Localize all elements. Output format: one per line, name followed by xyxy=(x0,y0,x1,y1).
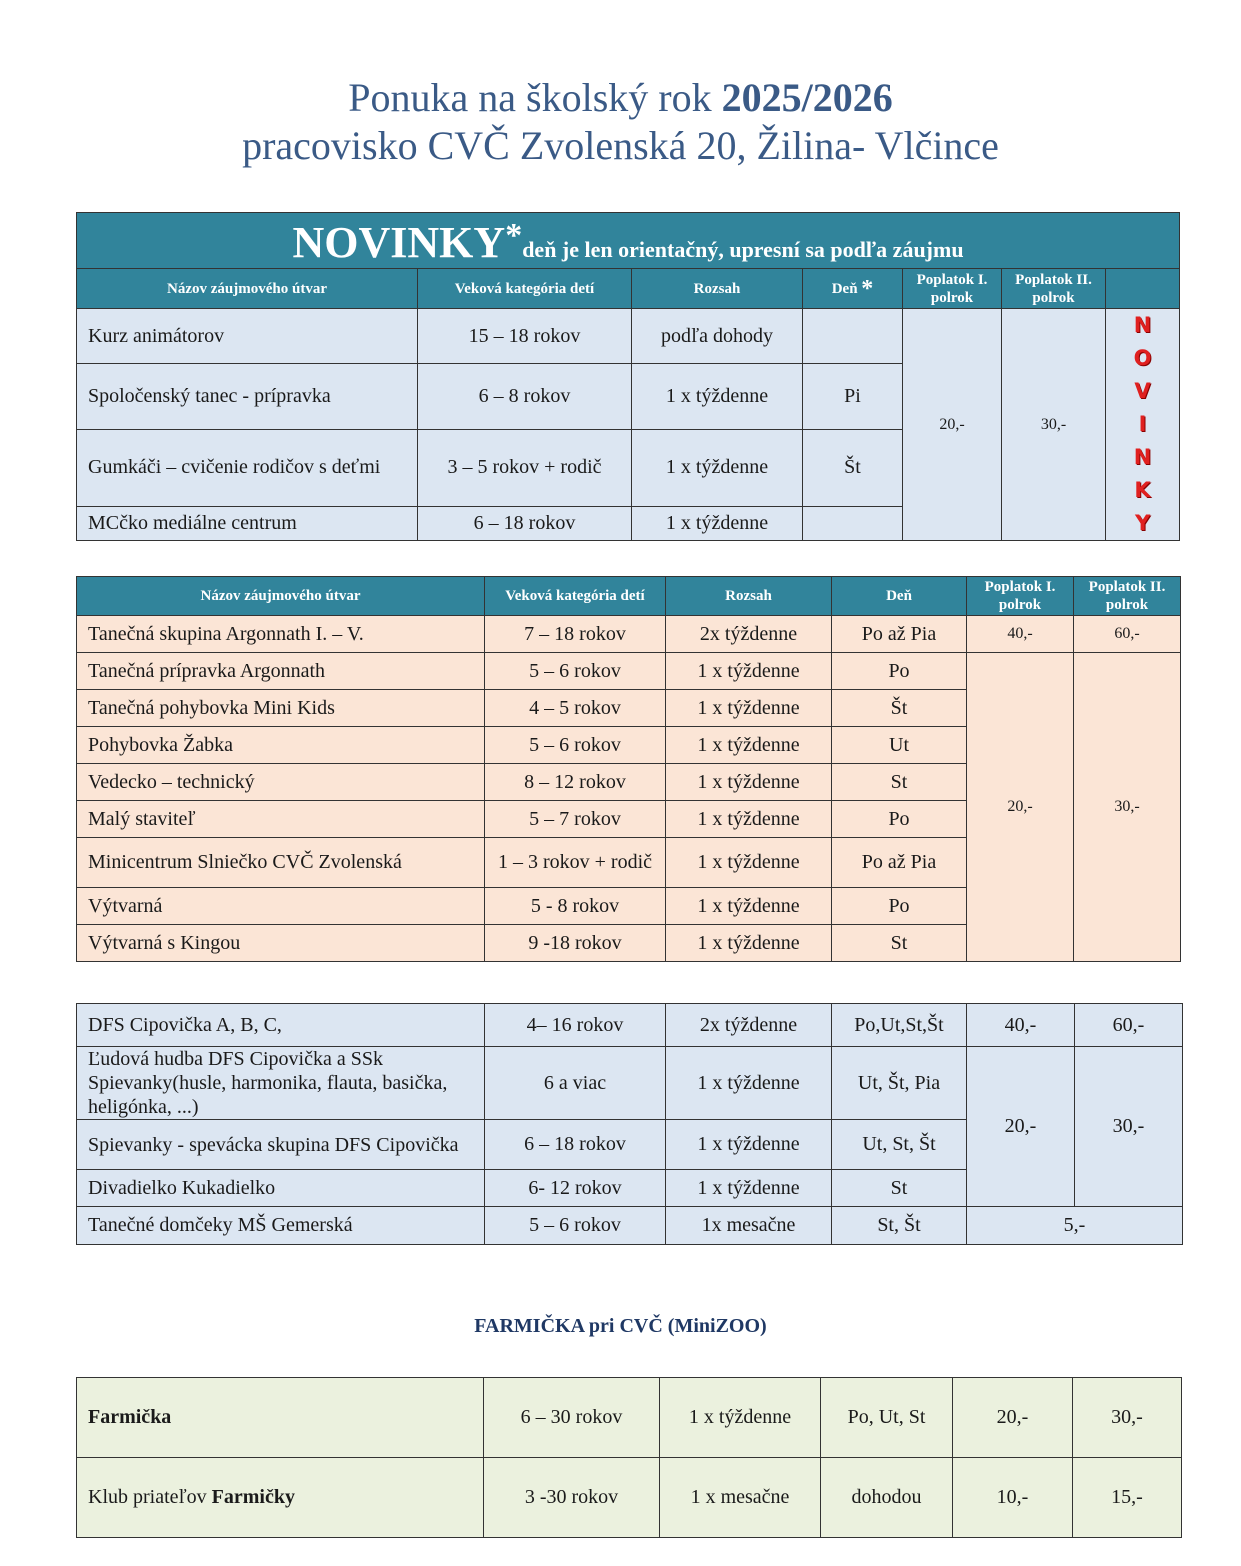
table-row: Farmička 6 – 30 rokov 1 x týždenne Po, Ut, St 20,- 30,- xyxy=(77,1378,1182,1458)
folklore-table xyxy=(76,1003,1183,1245)
table-row: Tanečná skupina Argonnath I. – V. 7 – 18 rokov 2x týždenne Po až Pia 40,- 60,- xyxy=(77,616,1181,653)
table-row: DFS Cipovička A, B, C, 4– 16 rokov 2x týždenne Po,Ut,St,Št 40,- 60,- xyxy=(77,1004,1183,1047)
table-row: Tanečné domčeky MŠ Gemerská 5 – 6 rokov 1x mesačne St, Št 5,- xyxy=(77,1207,1183,1245)
table-row: Tanečná pohybovka Mini Kids 4 – 5 rokov 1 x týždenne Št xyxy=(77,690,1181,727)
table-row: Kurz animátorov 15 – 18 rokov podľa dohody 20,- 30,- N O V I N K Y xyxy=(77,309,1180,364)
novinky-banner: NOVINKY*deň je len orientačný, upresní sa podľa záujmu xyxy=(77,213,1180,269)
table-row: Minicentrum Slniečko CVČ Zvolenská 1 – 3 rokov + rodič 1 x týždenne Po až Pia xyxy=(77,838,1181,888)
farm-table xyxy=(76,1377,1182,1538)
fee2-cell: 30,- xyxy=(1002,309,1106,541)
page-title-line2: pracovisko CVČ Zvolenská 20, Žilina- Vlčince xyxy=(242,123,999,168)
novinky-vertical-label: N O V I N K Y xyxy=(1106,309,1180,541)
table-row: Tanečná prípravka Argonnath 5 – 6 rokov 1 x týždenne Po 20,- 30,- xyxy=(77,653,1181,690)
table-row: Ľudová hudba DFS Cipovička a SSk Spievanky(husle, harmonika, flauta, basička, heligónka, ...) 6 a viac 1 x týždenne Ut, Št, Pia 20,- 30,- xyxy=(77,1047,1183,1120)
novinky-table xyxy=(76,212,1180,541)
col-header-fee2: Poplatok II. polrok xyxy=(1002,269,1106,309)
col-header-fee1: Poplatok I. polrok xyxy=(903,269,1002,309)
col-header-fee1: Poplatok I. polrok xyxy=(967,577,1074,616)
table-row: MCčko mediálne centrum 6 – 18 rokov 1 x týždenne xyxy=(77,507,1180,541)
table-row: Pohybovka Žabka 5 – 6 rokov 1 x týždenne Ut xyxy=(77,727,1181,764)
table-row: Spievanky - spevácka skupina DFS Cipovička 6 – 18 rokov 1 x týždenne Ut, St, Št xyxy=(77,1120,1183,1170)
col-header-scope: Rozsah xyxy=(666,577,832,616)
table-row: Klub priateľov Farmičky 3 -30 rokov 1 x mesačne dohodou 10,- 15,- xyxy=(77,1458,1182,1538)
table-row: Gumkáči – cvičenie rodičov s deťmi 3 – 5 rokov + rodič 1 x týždenne Št xyxy=(77,429,1180,507)
table-row: Divadielko Kukadielko 6- 12 rokov 1 x týždenne St xyxy=(77,1170,1183,1207)
col-header-day: Deň * xyxy=(803,269,903,309)
fee1-cell: 20,- xyxy=(967,653,1074,962)
fee2-cell: 30,- xyxy=(1075,1047,1183,1207)
fee2-cell: 30,- xyxy=(1074,653,1181,962)
col-header-age: Veková kategória detí xyxy=(485,577,666,616)
page-title-line1: Ponuka na školský rok 2025/2026 xyxy=(348,75,893,120)
col-header-name: Názov záujmového útvar xyxy=(77,577,485,616)
farm-section-title: FARMIČKA pri CVČ (MiniZOO) xyxy=(474,1315,767,1337)
fee1-cell: 20,- xyxy=(903,309,1002,541)
col-header-fee2: Poplatok II. polrok xyxy=(1074,577,1181,616)
fee1-cell: 20,- xyxy=(967,1047,1075,1207)
col-header-day: Deň xyxy=(832,577,967,616)
table-row: Malý staviteľ 5 – 7 rokov 1 x týždenne Po xyxy=(77,801,1181,838)
table-row: Spoločenský tanec - prípravka 6 – 8 rokov 1 x týždenne Pi xyxy=(77,364,1180,429)
activities-table xyxy=(76,576,1181,962)
table-row: Výtvarná 5 - 8 rokov 1 x týždenne Po xyxy=(77,888,1181,925)
col-header-scope: Rozsah xyxy=(632,269,803,309)
col-header-name: Názov záujmového útvar xyxy=(77,269,418,309)
table-row: Výtvarná s Kingou 9 -18 rokov 1 x týždenne St xyxy=(77,925,1181,962)
table-row: Vedecko – technický 8 – 12 rokov 1 x týždenne St xyxy=(77,764,1181,801)
col-header-age: Veková kategória detí xyxy=(418,269,632,309)
